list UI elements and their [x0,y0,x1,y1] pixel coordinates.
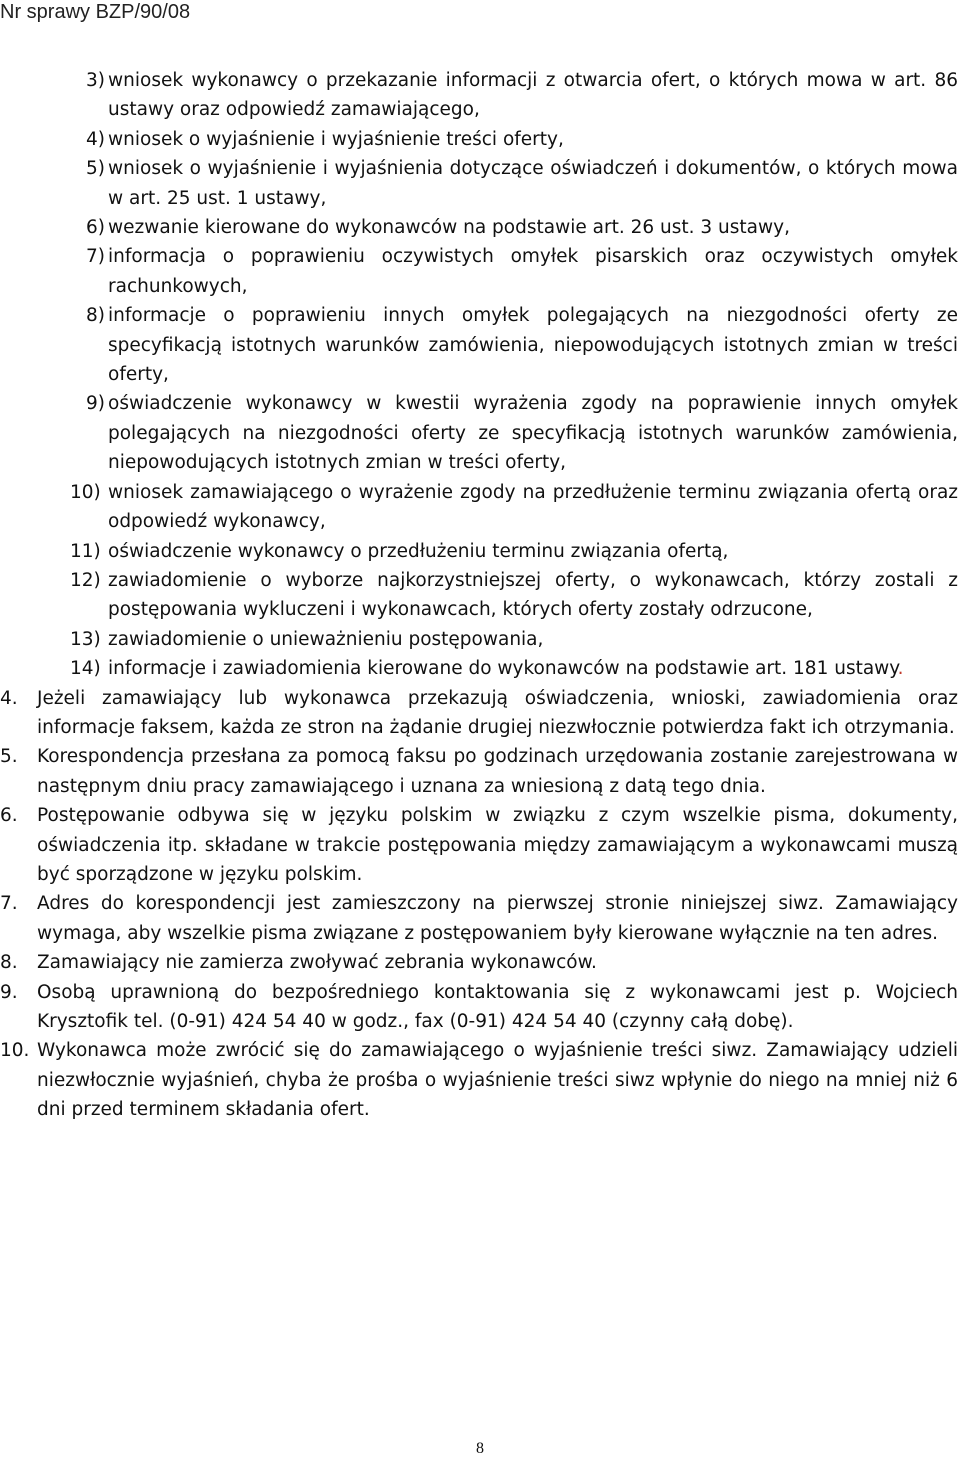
item-text: zawiadomienie o unieważnieniu postępowania, [108,628,544,650]
item-text: informacje o poprawieniu innych omyłek polegających na niezgodności oferty ze specyfikacją istotnych warunków zamówienia, niepowodujących istotnych zmian w treści oferty, [108,305,958,386]
item-text: Osobą uprawnioną do bezpośredniego kontaktowania się z wykonawcami jest p. Wojciech Krysztofik tel. (0-91) 424 54 40 w godz., fax (0-91) 424 54 40 (czynny całą dobę). [37,981,958,1032]
list-item [86,242,958,301]
section-item [0,801,958,889]
item-number: 12) [70,569,101,591]
list-item [86,301,958,389]
list-item [70,625,958,654]
document-body [0,66,958,1125]
item-text-main: informacje i zawiadomienia kierowane do wykonawców na podstawie art. 181 ustawy [108,658,898,680]
page-number: 8 [476,1440,484,1457]
item-number: 4) [86,128,105,150]
section-item [0,948,958,977]
section-item [0,742,958,801]
item-text: Korespondencja przesłana za pomocą faksu po godzinach urzędowania zostanie zarejestrowana w następnym dniu pracy zamawiającego i uznana za wniesioną z datą tego dnia. [37,746,958,797]
item-text-tail: . [897,658,904,680]
list-item [70,566,958,625]
item-text: wniosek o wyjaśnienie i wyjaśnienie treści oferty, [108,128,564,150]
list-item [86,389,958,477]
section-item [0,684,958,743]
item-text: Zamawiający nie zamierza zwoływać zebrania wykonawców. [37,952,597,974]
list-item [70,478,958,537]
item-number: 9. [0,981,18,1003]
list-item [86,66,958,125]
section-item [0,889,958,948]
item-number: 14) [70,658,101,680]
item-text: wniosek zamawiającego o wyrażenie zgody na przedłużenie terminu związania ofertą oraz odpowiedź wykonawcy, [108,481,958,533]
item-number: 11) [70,540,101,562]
item-text [108,654,958,683]
item-text: oświadczenie wykonawcy w kwestii wyrażenia zgody na poprawienie innych omyłek polegających na niezgodności oferty ze specyfikacją istotnych warunków zamówienia, niepowodujących istotnych zmian w treści oferty, [108,393,958,474]
item-number: 13) [70,628,101,650]
item-text: Wykonawca może zwrócić się do zamawiającego o wyjaśnienie treści siwz. Zamawiający udzieli niezwłocznie wyjaśnień, chyba że prośba o wyjaśnienie treści siwz wpłynie do niego na mniej niż 6 dni przed terminem składania ofert. [37,1040,958,1121]
item-number: 5) [86,158,105,180]
item-text: wezwanie kierowane do wykonawców na podstawie art. 26 ust. 3 ustawy, [108,217,790,239]
item-number: 10) [70,481,101,503]
item-number: 4. [0,687,18,709]
item-text: informacja o poprawieniu oczywistych omyłek pisarskich oraz oczywistych omyłek rachunkowych, [108,246,958,297]
list-item [86,213,958,242]
list-item [70,654,958,683]
item-number: 7. [0,893,18,915]
list-item [86,154,958,213]
item-number: 8) [86,305,105,327]
item-text: Adres do korespondencji jest zamieszczony na pierwszej stronie niniejszej siwz. Zamawiający wymaga, aby wszelkie pisma związane z postępowaniem były kierowane wyłącznie na ten adres. [37,893,958,944]
item-number: 3) [86,70,105,91]
item-number: 6. [0,805,18,827]
item-number: 5. [0,746,18,768]
section-item [0,1036,958,1124]
item-text: zawiadomienie o wyborze najkorzystniejszej oferty, o wykonawcach, którzy zostali z postępowania wykluczeni i wykonawcach, których oferty zostały odrzucone, [108,569,958,621]
document-header [0,0,190,24]
item-text: Postępowanie odbywa się w języku polskim w związku z czym wszelkie pisma, dokumenty, oświadczenia itp. składane w trakcie postępowania między zamawiającym a wykonawcami muszą być sporządzone w języku polskim. [37,805,958,885]
page-footer [0,1440,960,1458]
item-number: 8. [0,952,18,974]
item-number: 7) [86,246,105,268]
item-text: oświadczenie wykonawcy o przedłużeniu terminu związania ofertą, [108,540,729,562]
item-text: wniosek wykonawcy o przekazanie informacji z otwarcia ofert, o których mowa w art. 86 ustawy oraz odpowiedź zamawiającego, [108,70,958,121]
list-item [70,537,958,566]
item-text: wniosek o wyjaśnienie i wyjaśnienia dotyczące oświadczeń i dokumentów, o których mowa w art. 25 ust. 1 ustawy, [108,158,958,209]
item-number: 9) [86,393,105,415]
item-number: 10. [0,1040,30,1062]
item-text: Jeżeli zamawiający lub wykonawca przekazują oświadczenia, wnioski, zawiadomienia oraz informacje faksem, każda ze stron na żądanie drugiej niezwłocznie potwierdza fakt ich otrzymania. [37,687,958,738]
item-number: 6) [86,217,105,239]
list-item [86,125,958,154]
section-item [0,978,958,1037]
case-number: Nr sprawy BZP/90/08 [0,1,191,23]
